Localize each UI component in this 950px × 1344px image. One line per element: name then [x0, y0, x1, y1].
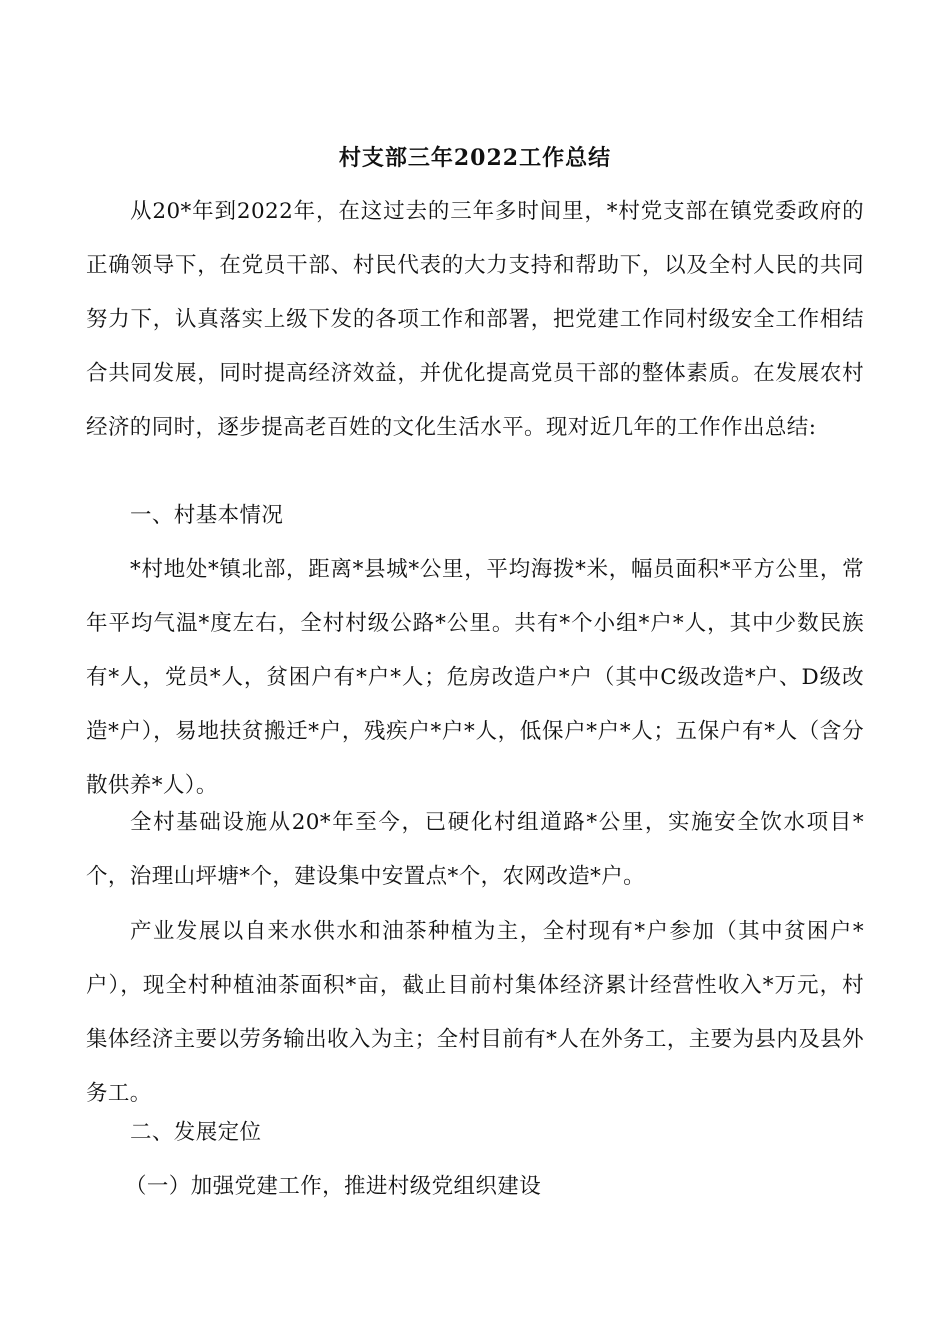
- basic-info-paragraph: *村地处*镇北部，距离*县城*公里，平均海拨*米，幅员面积*平方公里，常年平均气温*度左右，全村村级公路*公里。共有*个小组*户*人，其中少数民族有*人，党员*人，贫困户有*户*人；危房改造户*户（其中C级改造*户、D级改造*户），易地扶贫搬迁*户，残疾户*户*人，低保户*户*人；五保户有*人（含分散供养*人）。: [86, 557, 864, 798]
- section-heading-basic-info: 一、村基本情况: [130, 503, 284, 528]
- intro-paragraph: 从20*年到2022年，在这过去的三年多时间里，*村党支部在镇党委政府的正确领导下，在党员干部、村民代表的大力支持和帮助下，以及全村人民的共同努力下，认真落实上级下发的各项工作和部署，把党建工作同村级安全工作相结合共同发展，同时提高经济效益，并优化提高党员干部的整体素质。在发展农村经济的同时，逐步提高老百姓的文化生活水平。现对近几年的工作作出总结:: [86, 199, 864, 440]
- infrastructure-paragraph: 全村基础设施从20*年至今，已硬化村组道路*公里，实施安全饮水项目*个，治理山坪塘*个，建设集中安置点*个，农网改造*户。: [86, 810, 864, 889]
- section-heading-positioning: 二、发展定位: [130, 1120, 262, 1145]
- subsection-heading-party-building: （一）加强党建工作，推进村级党组织建设: [125, 1174, 542, 1199]
- document-title: 村支部三年2022工作总结: [338, 145, 612, 171]
- industry-paragraph: 产业发展以自来水供水和油茶种植为主，全村现有*户参加（其中贫困户*户），现全村种植油茶面积*亩，截止目前村集体经济累计经营性收入*万元，村集体经济主要以劳务输出收入为主；全村目前有*人在外务工，主要为县内及县外务工。: [86, 919, 864, 1106]
